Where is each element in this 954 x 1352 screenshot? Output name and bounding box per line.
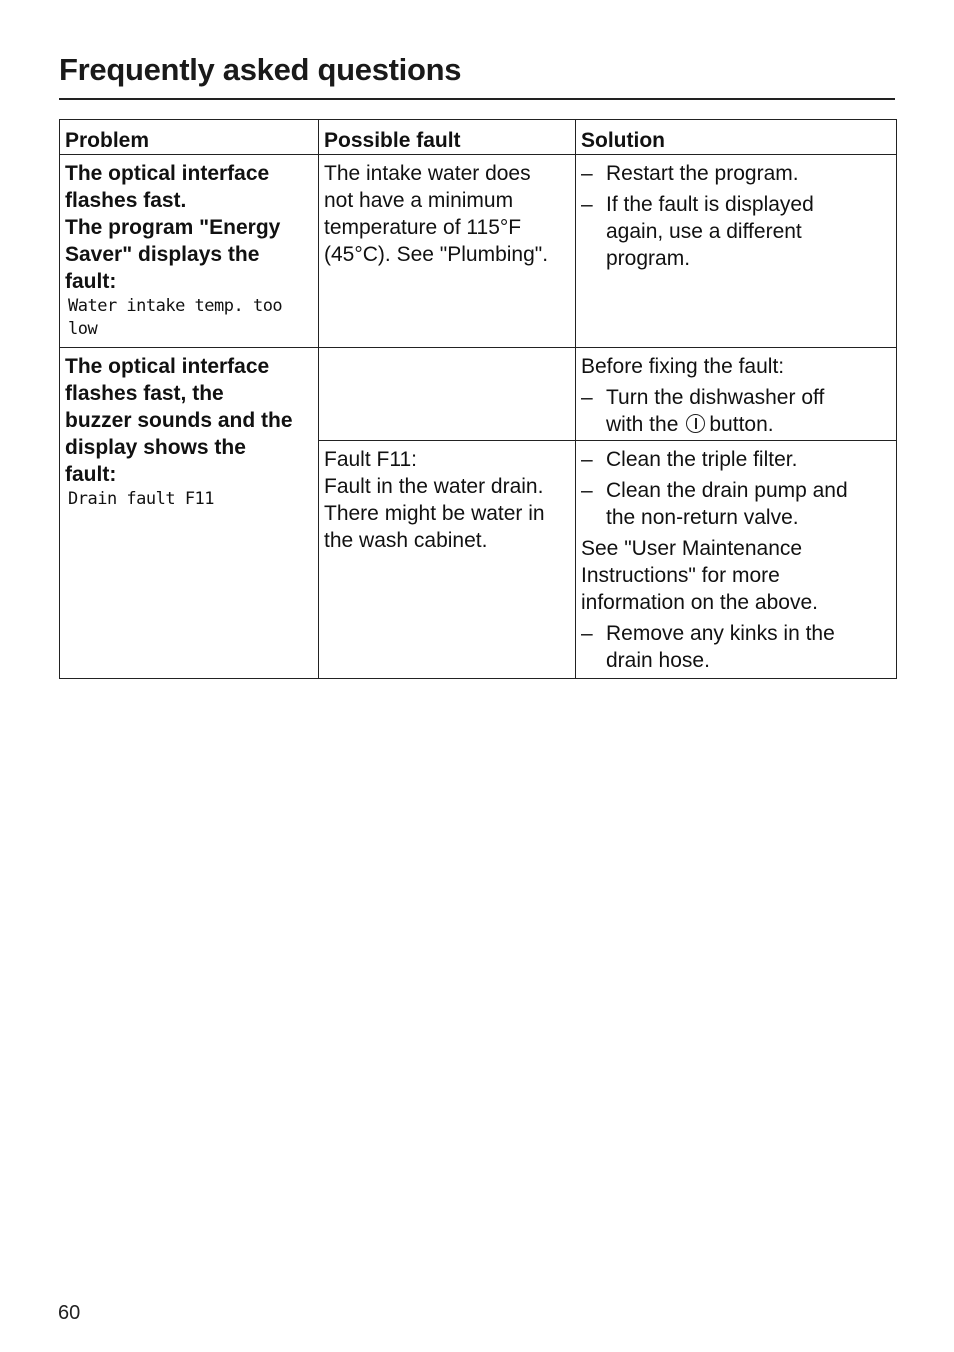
header-problem: Problem	[60, 120, 319, 155]
on-off-icon	[686, 414, 705, 433]
solution-item	[581, 160, 891, 187]
faq-table	[59, 119, 897, 679]
solution-cell	[576, 155, 897, 348]
title-divider	[59, 98, 895, 100]
solution-item	[581, 384, 891, 438]
dash-bullet: –	[581, 448, 593, 471]
display-message: low	[68, 319, 98, 339]
problem-cell	[60, 155, 319, 348]
dash-bullet: –	[581, 162, 593, 185]
problem-text: The optical interface	[65, 162, 270, 185]
dash-bullet: –	[581, 479, 593, 502]
solution-text: Clean the triple filter.	[606, 448, 798, 471]
problem-text: The optical interface	[65, 355, 270, 378]
problem-cell	[60, 348, 319, 679]
header-possible-fault: Possible fault	[319, 120, 576, 155]
header-solution: Solution	[576, 120, 897, 155]
solution-cell	[576, 441, 897, 679]
solution-text: Clean the drain pump and	[606, 479, 848, 502]
fault-text: temperature of 115°F	[324, 216, 522, 239]
table-row	[60, 348, 897, 441]
display-message: Water intake temp. too	[68, 296, 283, 316]
solution-item	[581, 620, 891, 674]
problem-text: The program "Energy	[65, 216, 281, 239]
problem-text: buzzer sounds and the	[65, 409, 293, 432]
fault-text: the wash cabinet.	[324, 529, 488, 552]
fault-text: There might be water in	[324, 502, 545, 525]
solution-note: information on the above.	[581, 591, 818, 614]
page-number: 60	[58, 1302, 81, 1324]
problem-text: fault:	[65, 270, 117, 293]
fault-text: (45°C). See "Plumbing".	[324, 243, 549, 266]
fault-text: Fault in the water drain.	[324, 475, 544, 498]
solution-text: the non-return valve.	[606, 506, 799, 529]
dash-bullet: –	[581, 622, 593, 645]
dash-bullet: –	[581, 193, 593, 216]
solution-item	[581, 477, 891, 531]
solution-intro: Before fixing the fault:	[581, 355, 785, 378]
display-message: Drain fault F11	[68, 489, 215, 509]
solution-text-part: button.	[709, 413, 774, 436]
solution-note: Instructions" for more	[581, 564, 780, 587]
table-header-row	[60, 120, 897, 155]
problem-text: fault:	[65, 463, 117, 486]
problem-text: flashes fast, the	[65, 382, 224, 405]
solution-text-part: with the	[606, 413, 679, 436]
solution-text: again, use a different	[606, 220, 802, 243]
fault-text: Fault F11:	[324, 448, 417, 471]
fault-text: The intake water does	[324, 162, 531, 185]
solution-cell	[576, 348, 897, 441]
solution-text: program.	[606, 247, 691, 270]
fault-text: not have a minimum	[324, 189, 514, 212]
problem-text: display shows the	[65, 436, 246, 459]
solution-item	[581, 191, 891, 272]
possible-fault-cell	[319, 155, 576, 348]
table-row	[60, 155, 897, 348]
possible-fault-cell-empty	[319, 348, 576, 441]
possible-fault-cell	[319, 441, 576, 679]
solution-text: Remove any kinks in the	[606, 622, 835, 645]
solution-text: If the fault is displayed	[606, 193, 814, 216]
solution-text: Restart the program.	[606, 162, 799, 185]
page-title: Frequently asked questions	[59, 52, 462, 87]
solution-text: drain hose.	[606, 649, 710, 672]
problem-text: Saver" displays the	[65, 243, 260, 266]
solution-text	[606, 411, 891, 438]
solution-item	[581, 446, 891, 473]
solution-text: Turn the dishwasher off	[606, 386, 825, 409]
dash-bullet: –	[581, 386, 593, 409]
solution-note: See "User Maintenance	[581, 537, 803, 560]
problem-text: flashes fast.	[65, 189, 187, 212]
